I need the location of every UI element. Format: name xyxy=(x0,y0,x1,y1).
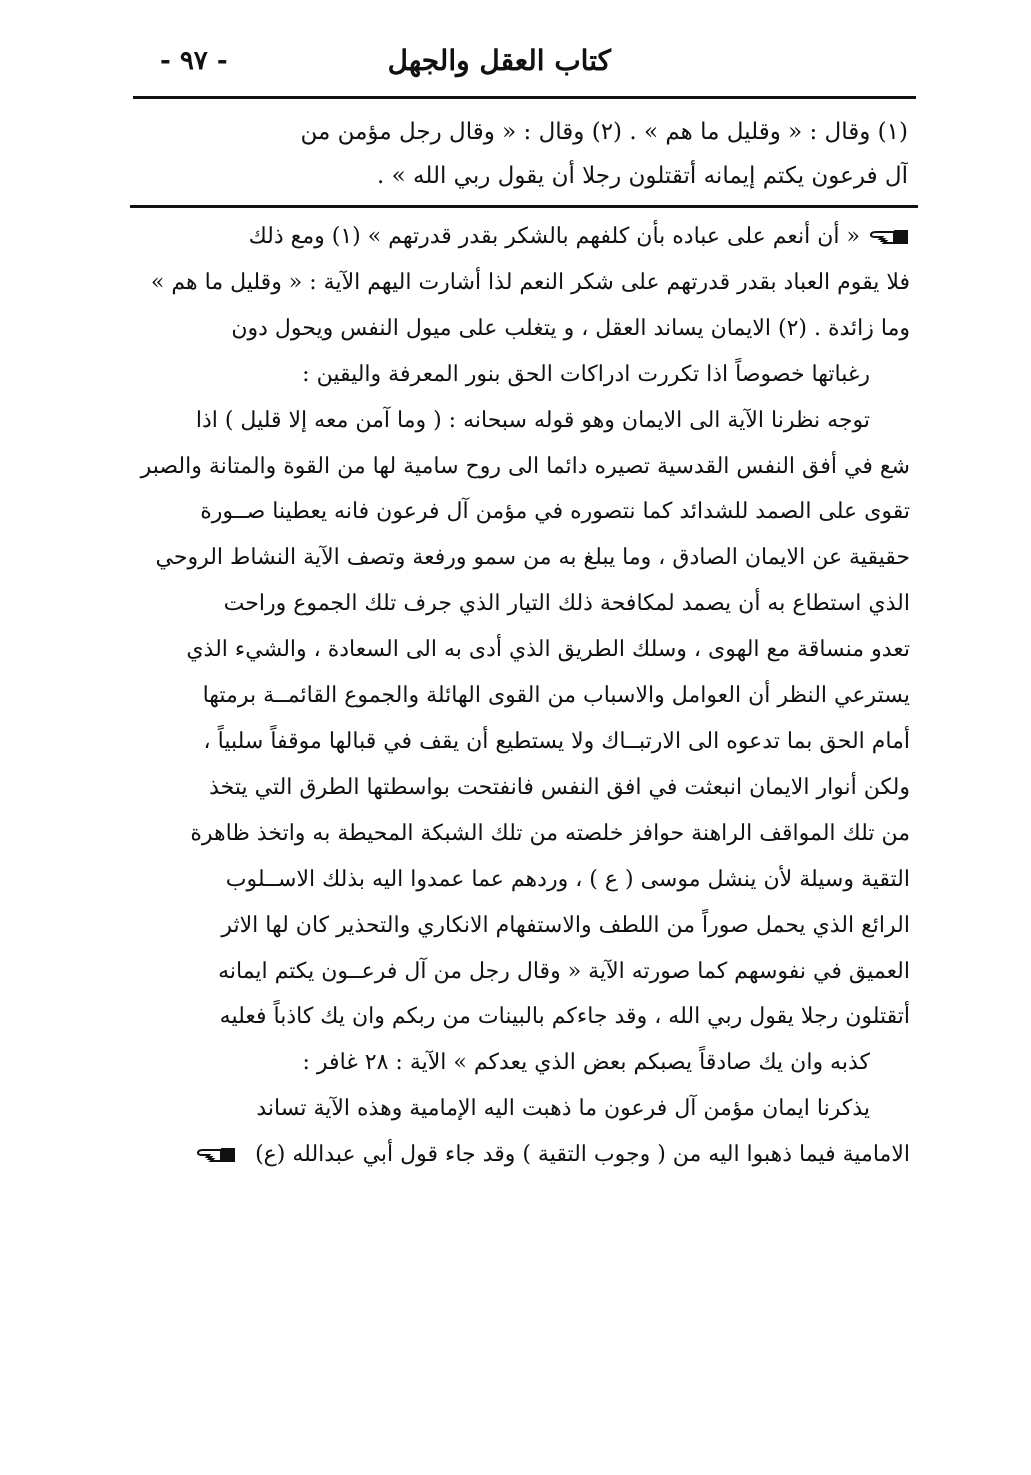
header-rule xyxy=(133,96,916,99)
text-line: أمام الحق بما تدعوه الى الارتبــاك ولا يستطيع أن يقف في قبالها موقفاً سلبياً ، xyxy=(203,728,910,754)
text-line: فلا يقوم العباد بقدر قدرتهم على شكر النعم لذا أشارت اليهم الآية : « وقليل ما هم » xyxy=(150,269,910,295)
main-text xyxy=(128,214,910,1178)
text-line xyxy=(128,1132,910,1178)
text-line: التقية وسيلة لأن ينشل موسى ( ع ) ، وردهم عما عمدوا اليه بذلك الاســلوب xyxy=(225,866,910,892)
text-line: الرائع الذي يحمل صوراً من اللطف والاستفهام الانكاري والتحذير كان لها الاثر xyxy=(221,912,910,938)
text-line: تعدو منساقة مع الهوى ، وسلك الطريق الذي أدى به الى السعادة ، والشيء الذي xyxy=(186,637,910,663)
footnote-rule xyxy=(130,205,918,208)
text-line: تقوى على الصمد للشدائد كما نتصوره في مؤمن آل فرعون فانه يعطينا صــورة xyxy=(200,499,910,525)
text-line: يذكرنا ايمان مؤمن آل فرعون ما ذهبت اليه الإمامية وهذه الآية تساند xyxy=(256,1096,870,1122)
footnote-line: آل فرعون يكتم إيمانه أتقتلون رجلا أن يقول ربي الله » . xyxy=(377,163,908,189)
text-line: الذي استطاع به أن يصمد لمكافحة ذلك التيار الذي جرف تلك الجموع وراحت xyxy=(223,591,910,617)
pointing-hand-icon xyxy=(868,227,910,247)
text-line: رغباتها خصوصاً اذا تكررت ادراكات الحق بنور المعرفة واليقين : xyxy=(302,361,870,387)
text-line: من تلك المواقف الراهنة حوافز خلصته من تلك الشبكة المحيطة به واتخذ ظاهرة xyxy=(190,820,910,846)
text-line: شع في أفق النفس القدسية تصيره دائما الى روح سامية لها من القوة والمتانة والصبر xyxy=(140,453,910,479)
running-title: كتاب العقل والجهل xyxy=(387,44,611,77)
pointing-hand-icon xyxy=(195,1145,237,1165)
footnotes-block xyxy=(133,110,908,198)
text-line: كذبه وان يك صادقاً يصبكم بعض الذي يعدكم » الآية : ٢٨ غافر : xyxy=(302,1050,870,1076)
text-line: أتقتلون رجلا يقول ربي الله ، وقد جاءكم بالبينات من ربكم وان يك كاذباً فعليه xyxy=(219,1004,910,1030)
text-line: وما زائدة . (٢) الايمان يساند العقل ، و يتغلب على ميول النفس ويحول دون xyxy=(231,315,910,341)
page-header xyxy=(160,44,911,84)
text-line xyxy=(128,214,910,260)
text-line: توجه نظرنا الآية الى الايمان وهو قوله سبحانه : ( وما آمن معه إلا قليل ) اذا xyxy=(195,407,870,433)
text-line: حقيقية عن الايمان الصادق ، وما يبلغ به من سمو ورفعة وتصف الآية النشاط الروحي xyxy=(155,545,910,571)
text-line-content: « أن أنعم على عباده بأن كلفهم بالشكر بقدر قدرتهم » (١) ومع ذلك xyxy=(248,224,860,249)
page-number: - ٩٧ - xyxy=(160,46,228,76)
text-line: ولكن أنوار الايمان انبعثت في افق النفس فانفتحت بواسطتها الطرق التي يتخذ xyxy=(209,774,910,800)
text-line-content: الامامية فيما ذهبوا اليه من ( وجوب التقية ) وقد جاء قول أبي عبدالله (ع) xyxy=(255,1142,910,1168)
text-line: يسترعي النظر أن العوامل والاسباب من القوى الهائلة والجموع القائمــة برمتها xyxy=(202,683,910,709)
text-line: العميق في نفوسهم كما صورته الآية « وقال رجل من آل فرعــون يكتم ايمانه xyxy=(218,958,910,984)
footnote-line: (١) وقال : « وقليل ما هم » . (٢) وقال : « وقال رجل مؤمن من xyxy=(300,119,908,145)
